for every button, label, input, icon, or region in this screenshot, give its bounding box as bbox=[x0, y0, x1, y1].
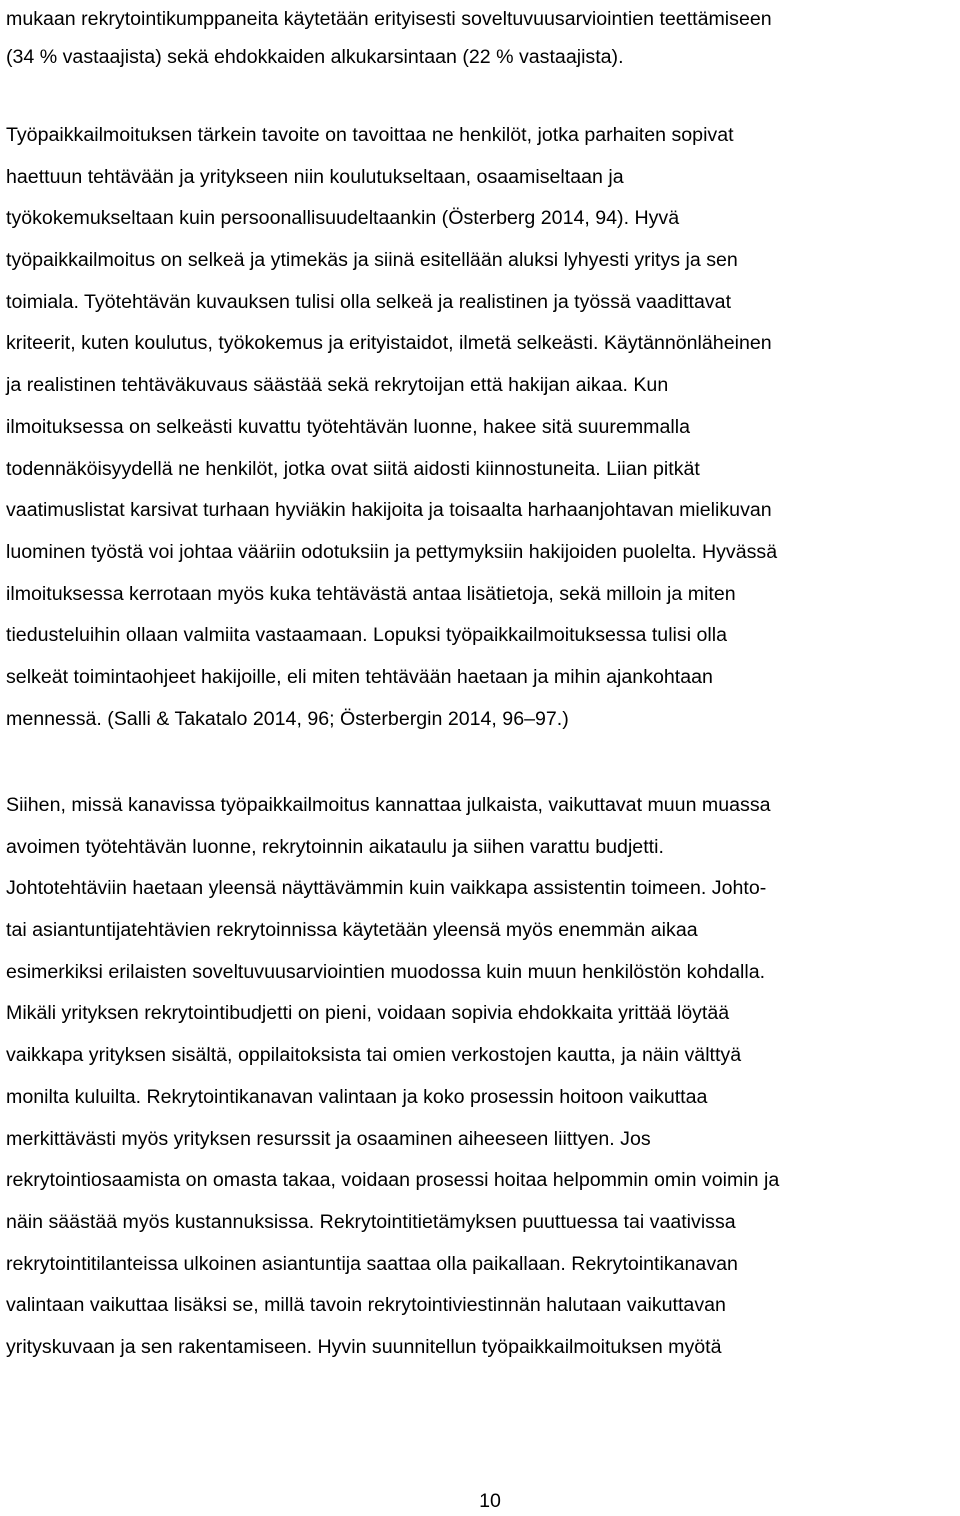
text-line: ilmoituksessa on selkeästi kuvattu työtehtävän luonne, hakee sitä suuremmalla bbox=[6, 415, 690, 438]
text-line: avoimen työtehtävän luonne, rekrytoinnin aikataulu ja siihen varattu budjetti. bbox=[6, 835, 664, 858]
text-line: työkokemukseltaan kuin persoonallisuudeltaankin (Österberg 2014, 94). Hyvä bbox=[6, 207, 680, 230]
text-line: tai asiantuntijatehtävien rekrytoinnissa käytetään yleensä myös enemmän aikaa bbox=[6, 919, 698, 942]
text-line: todennäköisyydellä ne henkilöt, jotka ovat siitä aidosti kiinnostuneita. Liian pitkät bbox=[6, 457, 700, 480]
text-line: monilta kuluilta. Rekrytointikanavan valintaan ja koko prosessin hoitoon vaikuttaa bbox=[6, 1085, 708, 1108]
text-line: haettuun tehtävään ja yritykseen niin koulutukseltaan, osaamiseltaan ja bbox=[6, 165, 624, 188]
text-line: näin säästää myös kustannuksissa. Rekrytointitietämyksen puuttuessa tai vaativissa bbox=[6, 1210, 736, 1233]
text-line: selkeät toimintaohjeet hakijoille, eli miten tehtävään haetaan ja mihin ajankohtaan bbox=[6, 665, 713, 688]
text-line: rekrytointitilanteissa ulkoinen asiantuntija saattaa olla paikallaan. Rekrytointikanavan bbox=[6, 1252, 738, 1275]
text-line: Johtotehtäviin haetaan yleensä näyttävämmin kuin vaikkapa assistentin toimeen. Johto- bbox=[6, 877, 767, 900]
text-line: (34 % vastaajista) sekä ehdokkaiden alkukarsintaan (22 % vastaajista). bbox=[6, 46, 624, 68]
text-line: ja realistinen tehtäväkuvaus säästää sekä rekrytoijan että hakijan aikaa. Kun bbox=[6, 374, 669, 397]
text-line: toimiala. Työtehtävän kuvauksen tulisi olla selkeä ja realistinen ja työssä vaadittavat bbox=[6, 290, 732, 313]
text-line: tiedusteluihin ollaan valmiita vastaamaan. Lopuksi työpaikkailmoituksessa tulisi olla bbox=[6, 624, 727, 647]
text-line: luominen työstä voi johtaa vääriin odotuksiin ja pettymyksiin hakijoiden puolelta. Hyvässä bbox=[6, 540, 778, 563]
paragraph-2 bbox=[6, 115, 777, 740]
page-number: 10 bbox=[479, 1490, 501, 1512]
paragraph-1 bbox=[6, 0, 772, 76]
text-line: esimerkiksi erilaisten soveltuvuusarviointien muodossa kuin muun henkilöstön kohdalla. bbox=[6, 960, 766, 983]
text-line: merkittävästi myös yrityksen resurssit ja osaaminen aiheeseen liittyen. Jos bbox=[6, 1127, 651, 1150]
paragraph-3 bbox=[6, 785, 779, 1369]
text-line: vaatimuslistat karsivat turhaan hyviäkin hakijoita ja toisaalta harhaanjohtavan mielikuvan bbox=[6, 499, 772, 522]
text-line: yrityskuvaan ja sen rakentamiseen. Hyvin suunnitellun työpaikkailmoituksen myötä bbox=[6, 1335, 722, 1358]
text-line: mennessä. (Salli & Takatalo 2014, 96; Österbergin 2014, 96–97.) bbox=[6, 707, 569, 730]
text-line: Mikäli yrityksen rekrytointibudjetti on pieni, voidaan sopivia ehdokkaita yrittää löytää bbox=[6, 1002, 730, 1025]
text-line: Siihen, missä kanavissa työpaikkailmoitus kannattaa julkaista, vaikuttavat muun muassa bbox=[6, 794, 771, 816]
text-line: rekrytointiosaamista on omasta takaa, voidaan prosessi hoitaa helpommin omin voimin ja bbox=[6, 1169, 780, 1192]
text-line: Työpaikkailmoituksen tärkein tavoite on tavoittaa ne henkilöt, jotka parhaiten sopivat bbox=[6, 124, 734, 146]
text-line: kriteerit, kuten koulutus, työkokemus ja erityistaidot, ilmetä selkeästi. Käytännönläheinen bbox=[6, 332, 772, 355]
text-line: vaikkapa yrityksen sisältä, oppilaitoksista tai omien verkostojen kautta, ja näin välttyä bbox=[6, 1044, 742, 1067]
text-line: mukaan rekrytointikumppaneita käytetään erityisesti soveltuvuusarviointien teettämiseen bbox=[6, 8, 772, 30]
text-line: valintaan vaikuttaa lisäksi se, millä tavoin rekrytointiviestinnän halutaan vaikuttavan bbox=[6, 1294, 726, 1317]
text-line: ilmoituksessa kerrotaan myös kuka tehtävästä antaa lisätietoja, sekä milloin ja miten bbox=[6, 582, 736, 605]
text-line: työpaikkailmoitus on selkeä ja ytimekäs ja siinä esitellään aluksi lyhyesti yritys ja sen bbox=[6, 249, 738, 272]
